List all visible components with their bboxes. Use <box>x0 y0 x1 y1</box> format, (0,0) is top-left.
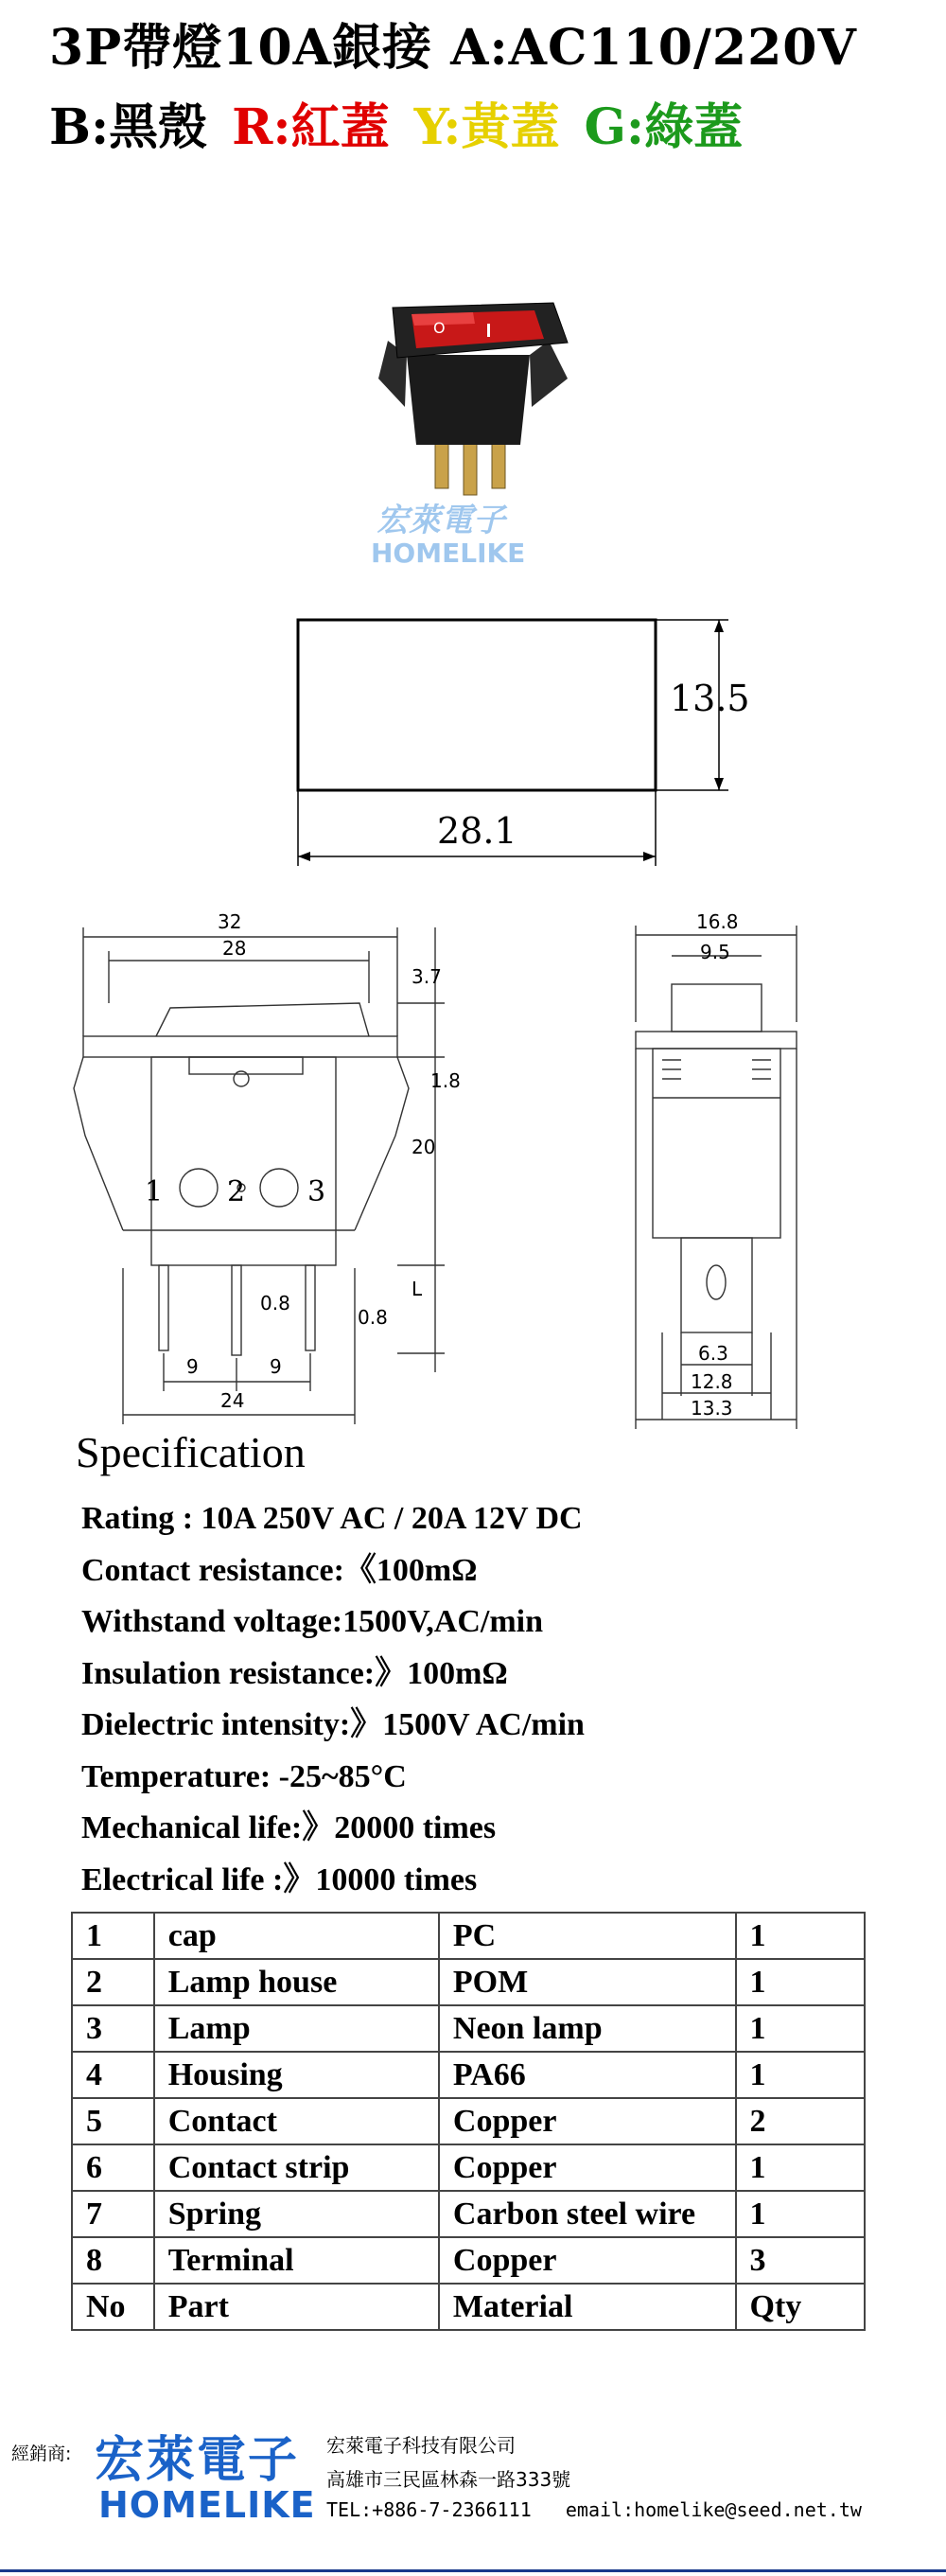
table-header-row <box>72 2284 865 2330</box>
header-no: No <box>72 2284 154 2330</box>
dim-3-7: 3.7 <box>412 965 442 988</box>
table-row <box>72 1913 865 1959</box>
company-name: 宏萊電子科技有限公司 <box>326 2434 516 2457</box>
cell-no: 2 <box>72 1959 154 2005</box>
dim-12-8: 12.8 <box>691 1370 733 1393</box>
svg-text:O: O <box>433 319 446 337</box>
spec-electrical-life: Electrical life :》10000 times <box>81 1861 478 1897</box>
header-qty: Qty <box>736 2284 865 2330</box>
cell-qty: 1 <box>736 2005 865 2052</box>
dim-6-3: 6.3 <box>698 1342 728 1365</box>
company-contact: TEL:+886-7-2366111 email:homelike@seed.net.tw <box>326 2498 862 2521</box>
dim-24: 24 <box>220 1389 245 1412</box>
cell-material: Carbon steel wire <box>439 2191 736 2237</box>
cell-part: Contact strip <box>154 2144 439 2191</box>
cell-qty: 1 <box>736 1959 865 2005</box>
cell-qty: 1 <box>736 2144 865 2191</box>
table-row <box>72 2005 865 2052</box>
cell-no: 7 <box>72 2191 154 2237</box>
cell-part: cap <box>154 1913 439 1959</box>
dim-pitch-9-a: 9 <box>186 1355 199 1378</box>
header-material: Material <box>439 2284 736 2330</box>
color-option-yellow: Y:黃蓋 <box>413 98 560 156</box>
cell-material: Copper <box>439 2144 736 2191</box>
switch-housing <box>407 355 530 445</box>
cell-part: Terminal <box>154 2237 439 2284</box>
color-option-red: R:紅蓋 <box>232 98 390 156</box>
cell-no: 3 <box>72 2005 154 2052</box>
cell-material: Copper <box>439 2237 736 2284</box>
color-options <box>49 87 767 158</box>
cell-material: Neon lamp <box>439 2005 736 2052</box>
spec-contact-resistance: Contact resistance:《100mΩ <box>81 1552 478 1588</box>
spec-list <box>81 1493 585 1906</box>
cell-material: POM <box>439 1959 736 2005</box>
cell-qty: 3 <box>736 2237 865 2284</box>
dim-L: L <box>412 1278 423 1300</box>
dim-28: 28 <box>222 937 247 960</box>
watermark-logo-en: HOMELIKE <box>371 538 526 569</box>
cell-material: PC <box>439 1913 736 1959</box>
cell-no: 1 <box>72 1913 154 1959</box>
pin-label-1: 1 <box>145 1175 164 1209</box>
pin-label-2: 2 <box>227 1175 246 1209</box>
company-address: 高雄市三民區林森一路333號 <box>326 2468 571 2491</box>
product-photo <box>341 265 605 530</box>
dim-9-5: 9.5 <box>700 941 730 963</box>
panel-cutout-drawing <box>284 606 757 871</box>
product-title: 3P帶燈10A銀接 A:AC110/220V <box>49 19 857 77</box>
spec-temperature: Temperature: -25~85°C <box>81 1758 407 1794</box>
dim-32: 32 <box>218 910 242 933</box>
pin-label-3: 3 <box>307 1175 326 1209</box>
distributor-label: 經銷商: <box>11 2444 72 2464</box>
table-row <box>72 2237 865 2284</box>
dim-0-8-a: 0.8 <box>260 1292 290 1314</box>
spec-mechanical-life: Mechanical life:》20000 times <box>81 1810 497 1845</box>
cell-no: 6 <box>72 2144 154 2191</box>
bom-table <box>71 1912 866 2331</box>
watermark-logo-cn: 宏萊電子 <box>377 502 505 539</box>
cutout-rect <box>298 620 656 790</box>
table-row <box>72 2098 865 2144</box>
cell-material: PA66 <box>439 2052 736 2098</box>
cell-part: Housing <box>154 2052 439 2098</box>
cell-part: Lamp <box>154 2005 439 2052</box>
cell-qty: 2 <box>736 2098 865 2144</box>
cutout-height-label: 13.5 <box>670 678 750 719</box>
table-row <box>72 2144 865 2191</box>
spec-withstand-voltage: Withstand voltage:1500V,AC/min <box>81 1604 544 1639</box>
cell-part: Contact <box>154 2098 439 2144</box>
table-row <box>72 2052 865 2098</box>
table-row <box>72 1959 865 2005</box>
footer-divider <box>0 2569 946 2572</box>
cell-no: 8 <box>72 2237 154 2284</box>
cell-qty: 1 <box>736 2191 865 2237</box>
terminal-2 <box>464 440 477 495</box>
cell-no: 5 <box>72 2098 154 2144</box>
spec-heading: Specification <box>76 1428 306 1476</box>
table-row <box>72 2191 865 2237</box>
dim-1-8: 1.8 <box>430 1069 461 1092</box>
dim-13-3: 13.3 <box>691 1397 733 1420</box>
color-option-black: B:黑殼 <box>49 98 208 156</box>
cell-qty: 1 <box>736 1913 865 1959</box>
dim-0-8-b: 0.8 <box>358 1306 388 1329</box>
dim-16-8: 16.8 <box>696 910 739 933</box>
spec-dielectric-intensity: Dielectric intensity:》1500V AC/min <box>81 1707 585 1742</box>
cell-part: Spring <box>154 2191 439 2237</box>
cell-part: Lamp house <box>154 1959 439 2005</box>
company-logo-cn: 宏萊電子 <box>95 2432 300 2489</box>
cell-qty: 1 <box>736 2052 865 2098</box>
cell-material: Copper <box>439 2098 736 2144</box>
spec-insulation-resistance: Insulation resistance:》100mΩ <box>81 1655 508 1691</box>
company-logo-en: HOMELIKE <box>98 2484 316 2526</box>
cutout-width-label: 28.1 <box>437 810 517 852</box>
color-option-green: G:綠蓋 <box>584 98 744 156</box>
header-part: Part <box>154 2284 439 2330</box>
dim-pitch-9-b: 9 <box>270 1355 282 1378</box>
cell-no: 4 <box>72 2052 154 2098</box>
dim-20: 20 <box>412 1136 436 1158</box>
spec-rating: Rating : 10A 250V AC / 20A 12V DC <box>81 1501 583 1536</box>
